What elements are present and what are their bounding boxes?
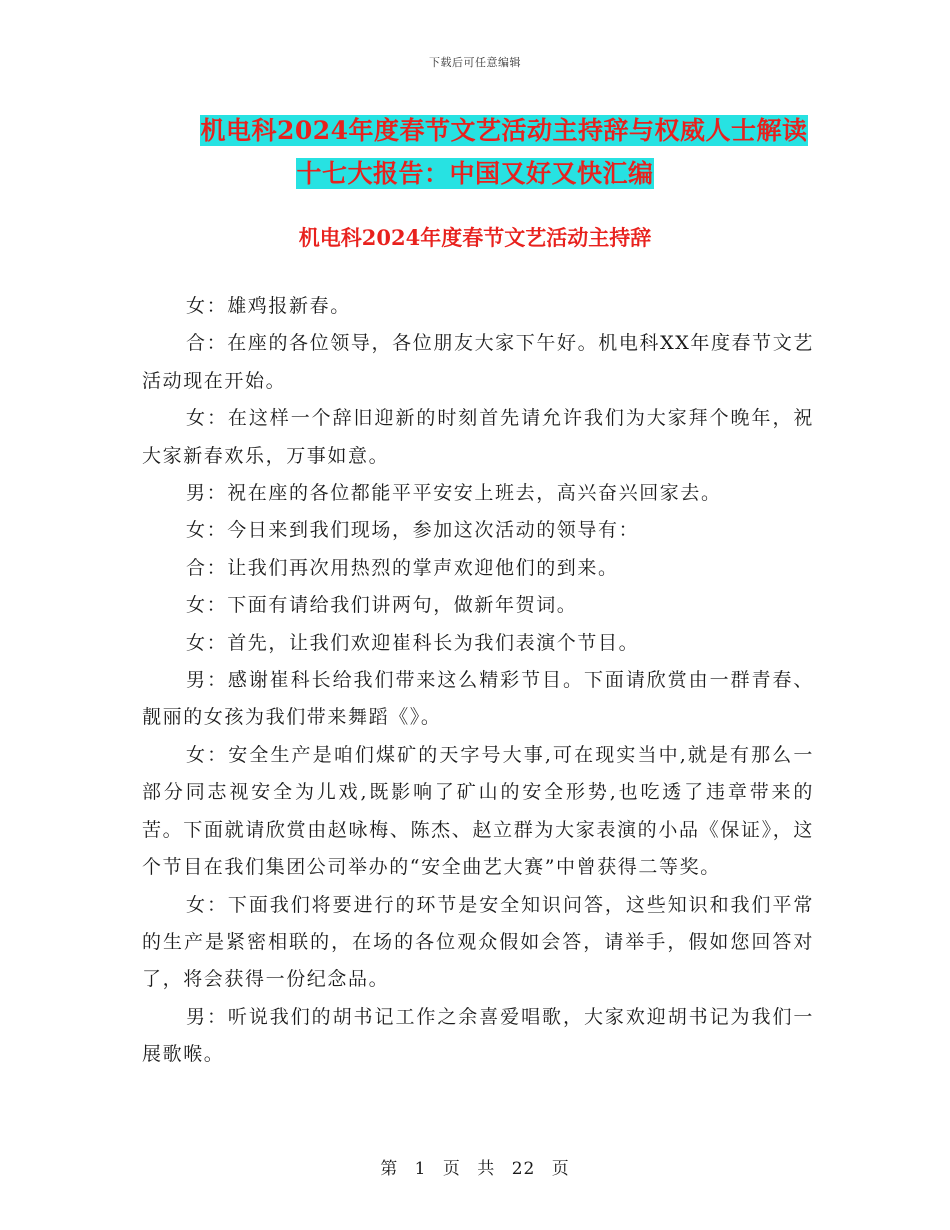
paragraph: 女：下面有请给我们讲两句，做新年贺词。 <box>186 594 578 617</box>
paragraph: 男：感谢崔科长给我们带来这么精彩节目。下面请欣赏由一群青春、靓丽的女孩为我们带来舞蹈《》。 <box>142 669 814 729</box>
paragraph: 女：在这样一个辞旧迎新的时刻首先请允许我们为大家拜个晚年，祝大家新春欢乐，万事如意。 <box>142 407 814 467</box>
paragraph: 男：祝在座的各位都能平平安安上班去，高兴奋兴回家去。 <box>186 482 722 505</box>
paragraph: 女：今日来到我们现场，参加这次活动的领导有： <box>186 519 640 542</box>
paragraph: 女：雄鸡报新春。 <box>186 295 351 317</box>
footer-total-word: 共 <box>477 1159 496 1179</box>
paragraph: 合：在座的各位领导，各位朋友大家下午好。机电科XX年度春节文艺活动现在开始。 <box>142 332 814 392</box>
document-title-text-2: 十七大报告：中国又好又快汇编 <box>296 159 654 188</box>
document-body <box>142 288 814 1074</box>
document-title-text-1: 机电科2024年度春节文艺活动主持辞与权威人士解读 <box>200 116 808 145</box>
footer-prefix: 第 <box>380 1159 399 1179</box>
section-title: 机电科2024年度春节文艺活动主持辞 <box>298 225 652 250</box>
footer-page-word: 页 <box>442 1159 461 1179</box>
page-header-note: 下载后可任意编辑 <box>429 56 521 69</box>
footer-current-page: 1 <box>414 1159 427 1179</box>
paragraph: 男：听说我们的胡书记工作之余喜爱唱歌，大家欢迎胡书记为我们一展歌喉。 <box>142 1005 814 1066</box>
paragraph: 女：安全生产是咱们煤矿的天字号大事,可在现实当中,就是有那么一部分同志视安全为儿戏,既影响了矿山的安全形势,也吃透了违章带来的苦。下面就请欣赏由赵咏梅、陈杰、赵立群为大家表演的小品《保证》，这个节目在我们集团公司举办的“安全曲艺大赛”中曾获得二等奖。 <box>142 743 814 879</box>
paragraph: 女：首先，让我们欢迎崔科长为我们表演个节目。 <box>186 631 640 654</box>
footer-suffix: 页 <box>551 1159 570 1179</box>
paragraph: 女：下面我们将要进行的环节是安全知识问答，这些知识和我们平常的生产是紧密相联的，在场的各位观众假如会答，请举手，假如您回答对了，将会获得一份纪念品。 <box>142 893 814 991</box>
document-title-line-1 <box>0 113 950 149</box>
footer-total-pages: 22 <box>511 1159 536 1179</box>
document-title-line-2 <box>0 156 950 192</box>
page-footer <box>0 1154 950 1179</box>
paragraph: 合：让我们再次用热烈的掌声欢迎他们的到来。 <box>186 556 619 579</box>
